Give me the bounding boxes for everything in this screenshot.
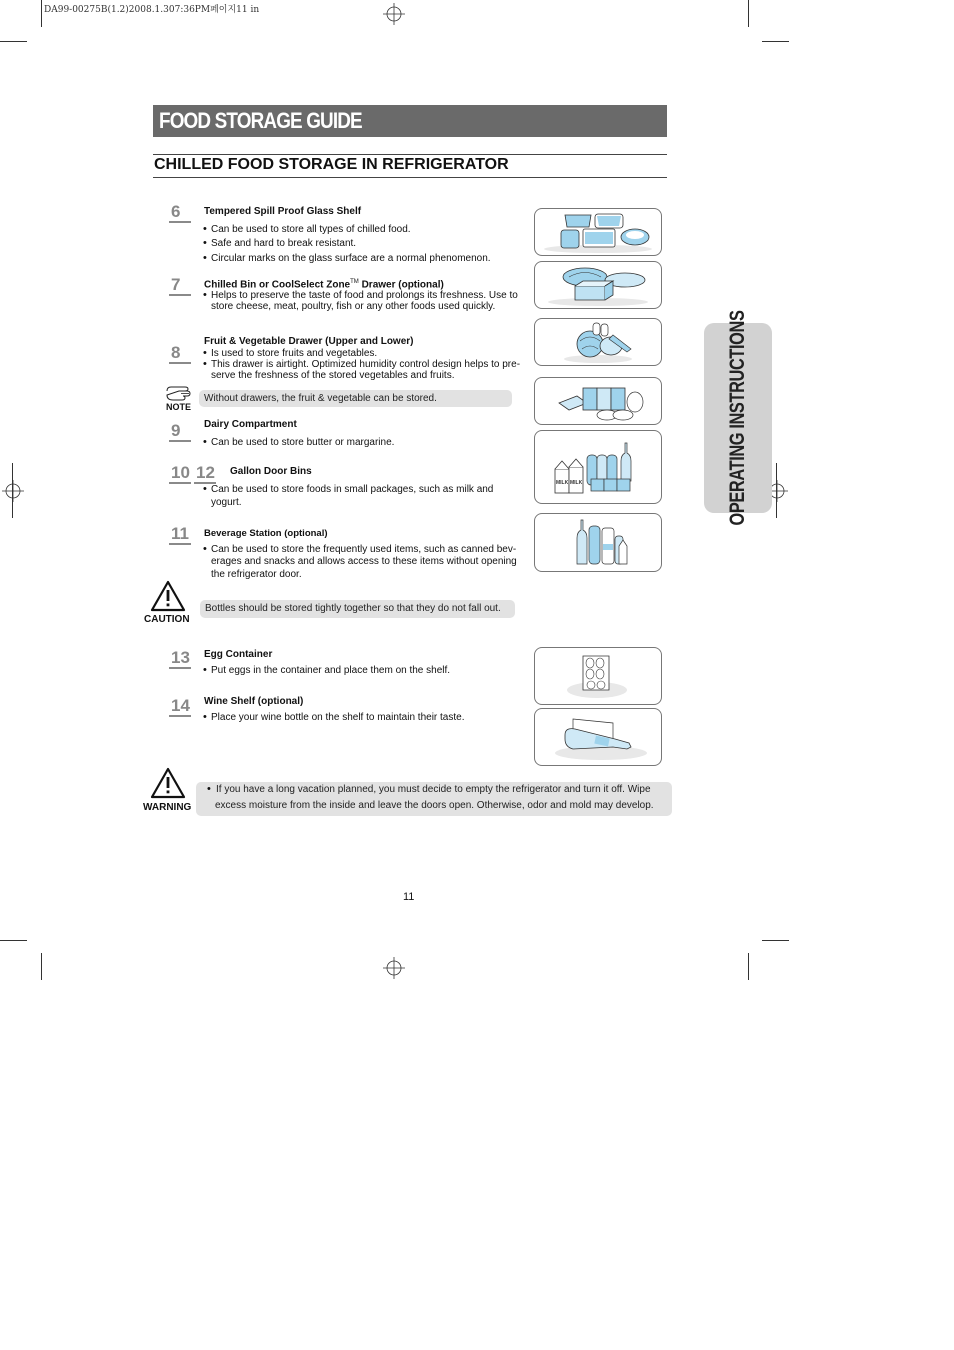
item-bullet: • Can be used to store the frequently used items, such as canned bev- — [211, 544, 516, 556]
item-bullet-continuation: erages and snacks and allows access to these items without opening — [211, 556, 517, 567]
caution-triangle-icon — [150, 580, 186, 612]
note-label: NOTE — [166, 402, 192, 412]
item-title: Dairy Compartment — [204, 419, 297, 430]
warning-label: WARNING — [143, 802, 192, 813]
packaged-food-icon — [535, 378, 661, 424]
section-heading-text: CHILLED FOOD STORAGE IN REFRIGERATOR — [154, 156, 509, 173]
item-number: 9 — [169, 422, 191, 442]
item-number: 8 — [169, 344, 191, 364]
page-title: FOOD STORAGE GUIDE — [159, 108, 362, 133]
warning-line: If you have a long vacation planned, you must decide to empty the refrigerator and turn it off. Wipe — [216, 784, 651, 795]
print-header-code: DA99-00275B(1.2)2008.1.307:36PM페이지11 in — [44, 5, 260, 15]
storage-packages-illustration — [534, 377, 662, 425]
pointing-hand-icon — [165, 385, 193, 401]
item-bullet-continuation: yogurt. — [211, 497, 242, 508]
item-bullet: • Is used to store fruits and vegetables. — [211, 348, 377, 360]
item-bullet: • Can be used to store all types of chilled food. — [211, 224, 411, 236]
crop-mark — [748, 953, 749, 980]
glass-shelf-illustration — [534, 208, 662, 256]
crop-mark — [41, 953, 42, 980]
meat-fish-icon — [535, 262, 661, 308]
registration-mark-icon — [2, 480, 24, 502]
item-bullet: • Can be used to store butter or margarine. — [211, 437, 394, 449]
item-bullet-continuation: serve the freshness of the stored vegetables and fruits. — [211, 370, 455, 381]
page-title-bar — [153, 105, 667, 137]
item-title — [204, 279, 444, 290]
vegetable-drawer-illustration — [534, 318, 662, 366]
item-title: Wine Shelf (optional) — [204, 696, 304, 707]
item-bullet: • Can be used to store foods in small packages, such as milk and — [211, 484, 493, 496]
warning-triangle-icon — [150, 767, 186, 799]
item-title: Gallon Door Bins — [230, 466, 312, 477]
item-number: 10 — [171, 463, 190, 482]
warning-bullet-icon: • — [207, 783, 211, 795]
vegetables-icon — [535, 319, 661, 365]
crop-mark — [0, 940, 27, 941]
item-title: Beverage Station (optional) — [204, 528, 328, 539]
item-title-text: Chilled Bin or CoolSelect Zone — [204, 279, 351, 291]
item-bullet: • Circular marks on the glass surface are a normal phenomenon. — [211, 253, 491, 265]
wine-bottle-icon — [535, 709, 661, 765]
crop-mark — [762, 940, 789, 941]
crop-mark — [762, 41, 789, 42]
item-number: 7 — [169, 276, 191, 296]
item-bullet: • This drawer is airtight. Optimized humidity control design helps to pre- — [211, 359, 520, 371]
dairy-compartment-illustration — [534, 430, 662, 504]
side-tab — [704, 310, 772, 526]
milk-label: MILK — [570, 480, 583, 486]
item-number: 14 — [171, 696, 190, 715]
item-number: 6 — [169, 203, 191, 223]
item-bullet-continuation: the refrigerator door. — [211, 569, 302, 580]
side-tab-label: OPERATING INSTRUCTIONS — [726, 310, 749, 526]
egg-container-illustration — [534, 647, 662, 705]
trademark-mark: TM — [350, 279, 359, 285]
warning-line: excess moisture from the inside and leave the doors open. Otherwise, odor and mold may develop. — [215, 800, 654, 811]
item-title-suffix: Drawer (optional) — [358, 279, 444, 291]
section-heading — [153, 154, 667, 178]
item-bullet: • Place your wine bottle on the shelf to maintain their taste. — [211, 712, 464, 724]
item-bullet: • Put eggs in the container and place them on the shelf. — [211, 665, 450, 677]
item-title: Egg Container — [204, 649, 273, 660]
note-box: Without drawers, the fruit & vegetable can be stored. — [199, 390, 512, 407]
caution-label: CAUTION — [144, 614, 190, 625]
eggs-icon — [535, 648, 661, 704]
milk-label: MILK — [556, 480, 569, 486]
caution-box: Bottles should be stored tightly together so that they do not fall out. — [200, 600, 515, 618]
item-bullet: • Helps to preserve the taste of food and prolongs its freshness. Use to — [211, 290, 518, 302]
registration-mark-icon — [383, 3, 405, 25]
crop-mark — [41, 0, 42, 27]
wine-shelf-illustration — [534, 708, 662, 766]
food-containers-icon — [535, 209, 661, 255]
registration-mark-icon — [383, 957, 405, 979]
beverage-station-illustration — [534, 513, 662, 572]
item-number: 13 — [171, 648, 190, 667]
item-title: Fruit & Vegetable Drawer (Upper and Lower) — [204, 336, 414, 347]
beverage-bottles-icon — [535, 514, 661, 571]
item-bullet: • Safe and hard to break resistant. — [211, 238, 356, 250]
crop-mark — [0, 41, 27, 42]
item-title: Tempered Spill Proof Glass Shelf — [204, 206, 362, 217]
warning-box — [196, 782, 672, 816]
item-bullet-continuation: store cheese, meat, poultry, fish or any other foods used quickly. — [211, 301, 496, 312]
crop-mark — [748, 0, 749, 27]
milk-bottles-icon — [535, 431, 661, 503]
item-number: 11 — [169, 525, 191, 545]
item-number: 12 — [196, 463, 215, 482]
chilled-bin-illustration — [534, 261, 662, 309]
page-number: 11 — [403, 891, 415, 903]
